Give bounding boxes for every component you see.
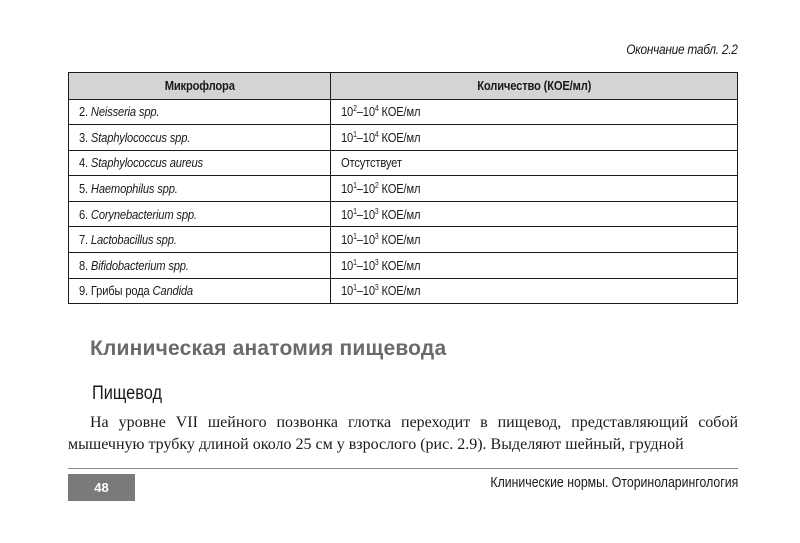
quantity-cell: $10^1-10^4$ КОЕ/мл — [330, 125, 737, 151]
quantity-cell: $10^1-10^3$ КОЕ/мл — [330, 227, 737, 253]
quantity-cell: $10^1-10^3$ КОЕ/мл — [330, 201, 737, 227]
microflora-cell: 2. Neisseria spp. — [69, 99, 331, 125]
footer-divider — [68, 468, 738, 469]
table-row — [69, 227, 738, 253]
quantity-cell: $10^1-10^2$ КОЕ/мл — [330, 176, 737, 202]
table-row — [69, 278, 738, 304]
microflora-cell: 7. Lactobacillus spp. — [69, 227, 331, 253]
microflora-cell: 3. Staphylococcus spp. — [69, 125, 331, 151]
page-number: 48 — [68, 474, 135, 501]
microflora-cell: 5. Haemophilus spp. — [69, 176, 331, 202]
microflora-cell: 4. Staphylococcus aureus — [69, 150, 331, 176]
table-caption: Окончание табл. 2.2 — [626, 42, 738, 57]
table-row — [69, 253, 738, 279]
microflora-cell: 8. Bifidobacterium spp. — [69, 253, 331, 279]
quantity-cell: $10^1-10^3$ КОЕ/мл — [330, 253, 737, 279]
running-title: Клинические нормы. Оториноларингология — [490, 474, 738, 491]
column-header-quantity: Количество (КОЕ/мл) — [330, 73, 737, 100]
table-row — [69, 125, 738, 151]
section-title: Клиническая анатомия пищевода — [90, 337, 447, 360]
column-header-microflora: Микрофлора — [69, 73, 331, 100]
microflora-table — [68, 72, 738, 304]
table-row — [69, 176, 738, 202]
body-paragraph: На уровне VII шейного позвонка глотка переходит в пищевод, представляющий собой мышечную трубку длиной около 25 см у взрослого (рис. 2.9). Выделяют шейный, грудной — [68, 414, 738, 453]
table-row — [69, 150, 738, 176]
microflora-cell: 9. Грибы рода Candida — [69, 278, 331, 304]
quantity-cell: Отсутствует — [330, 150, 737, 176]
table-header-row — [69, 73, 738, 100]
microflora-cell: 6. Corynebacterium spp. — [69, 201, 331, 227]
quantity-cell: $10^1-10^3$ КОЕ/мл — [330, 278, 737, 304]
table-row — [69, 201, 738, 227]
quantity-cell: $10^2-10^4$ КОЕ/мл — [330, 99, 737, 125]
subsection-title: Пищевод — [92, 383, 162, 404]
table-row — [69, 99, 738, 125]
